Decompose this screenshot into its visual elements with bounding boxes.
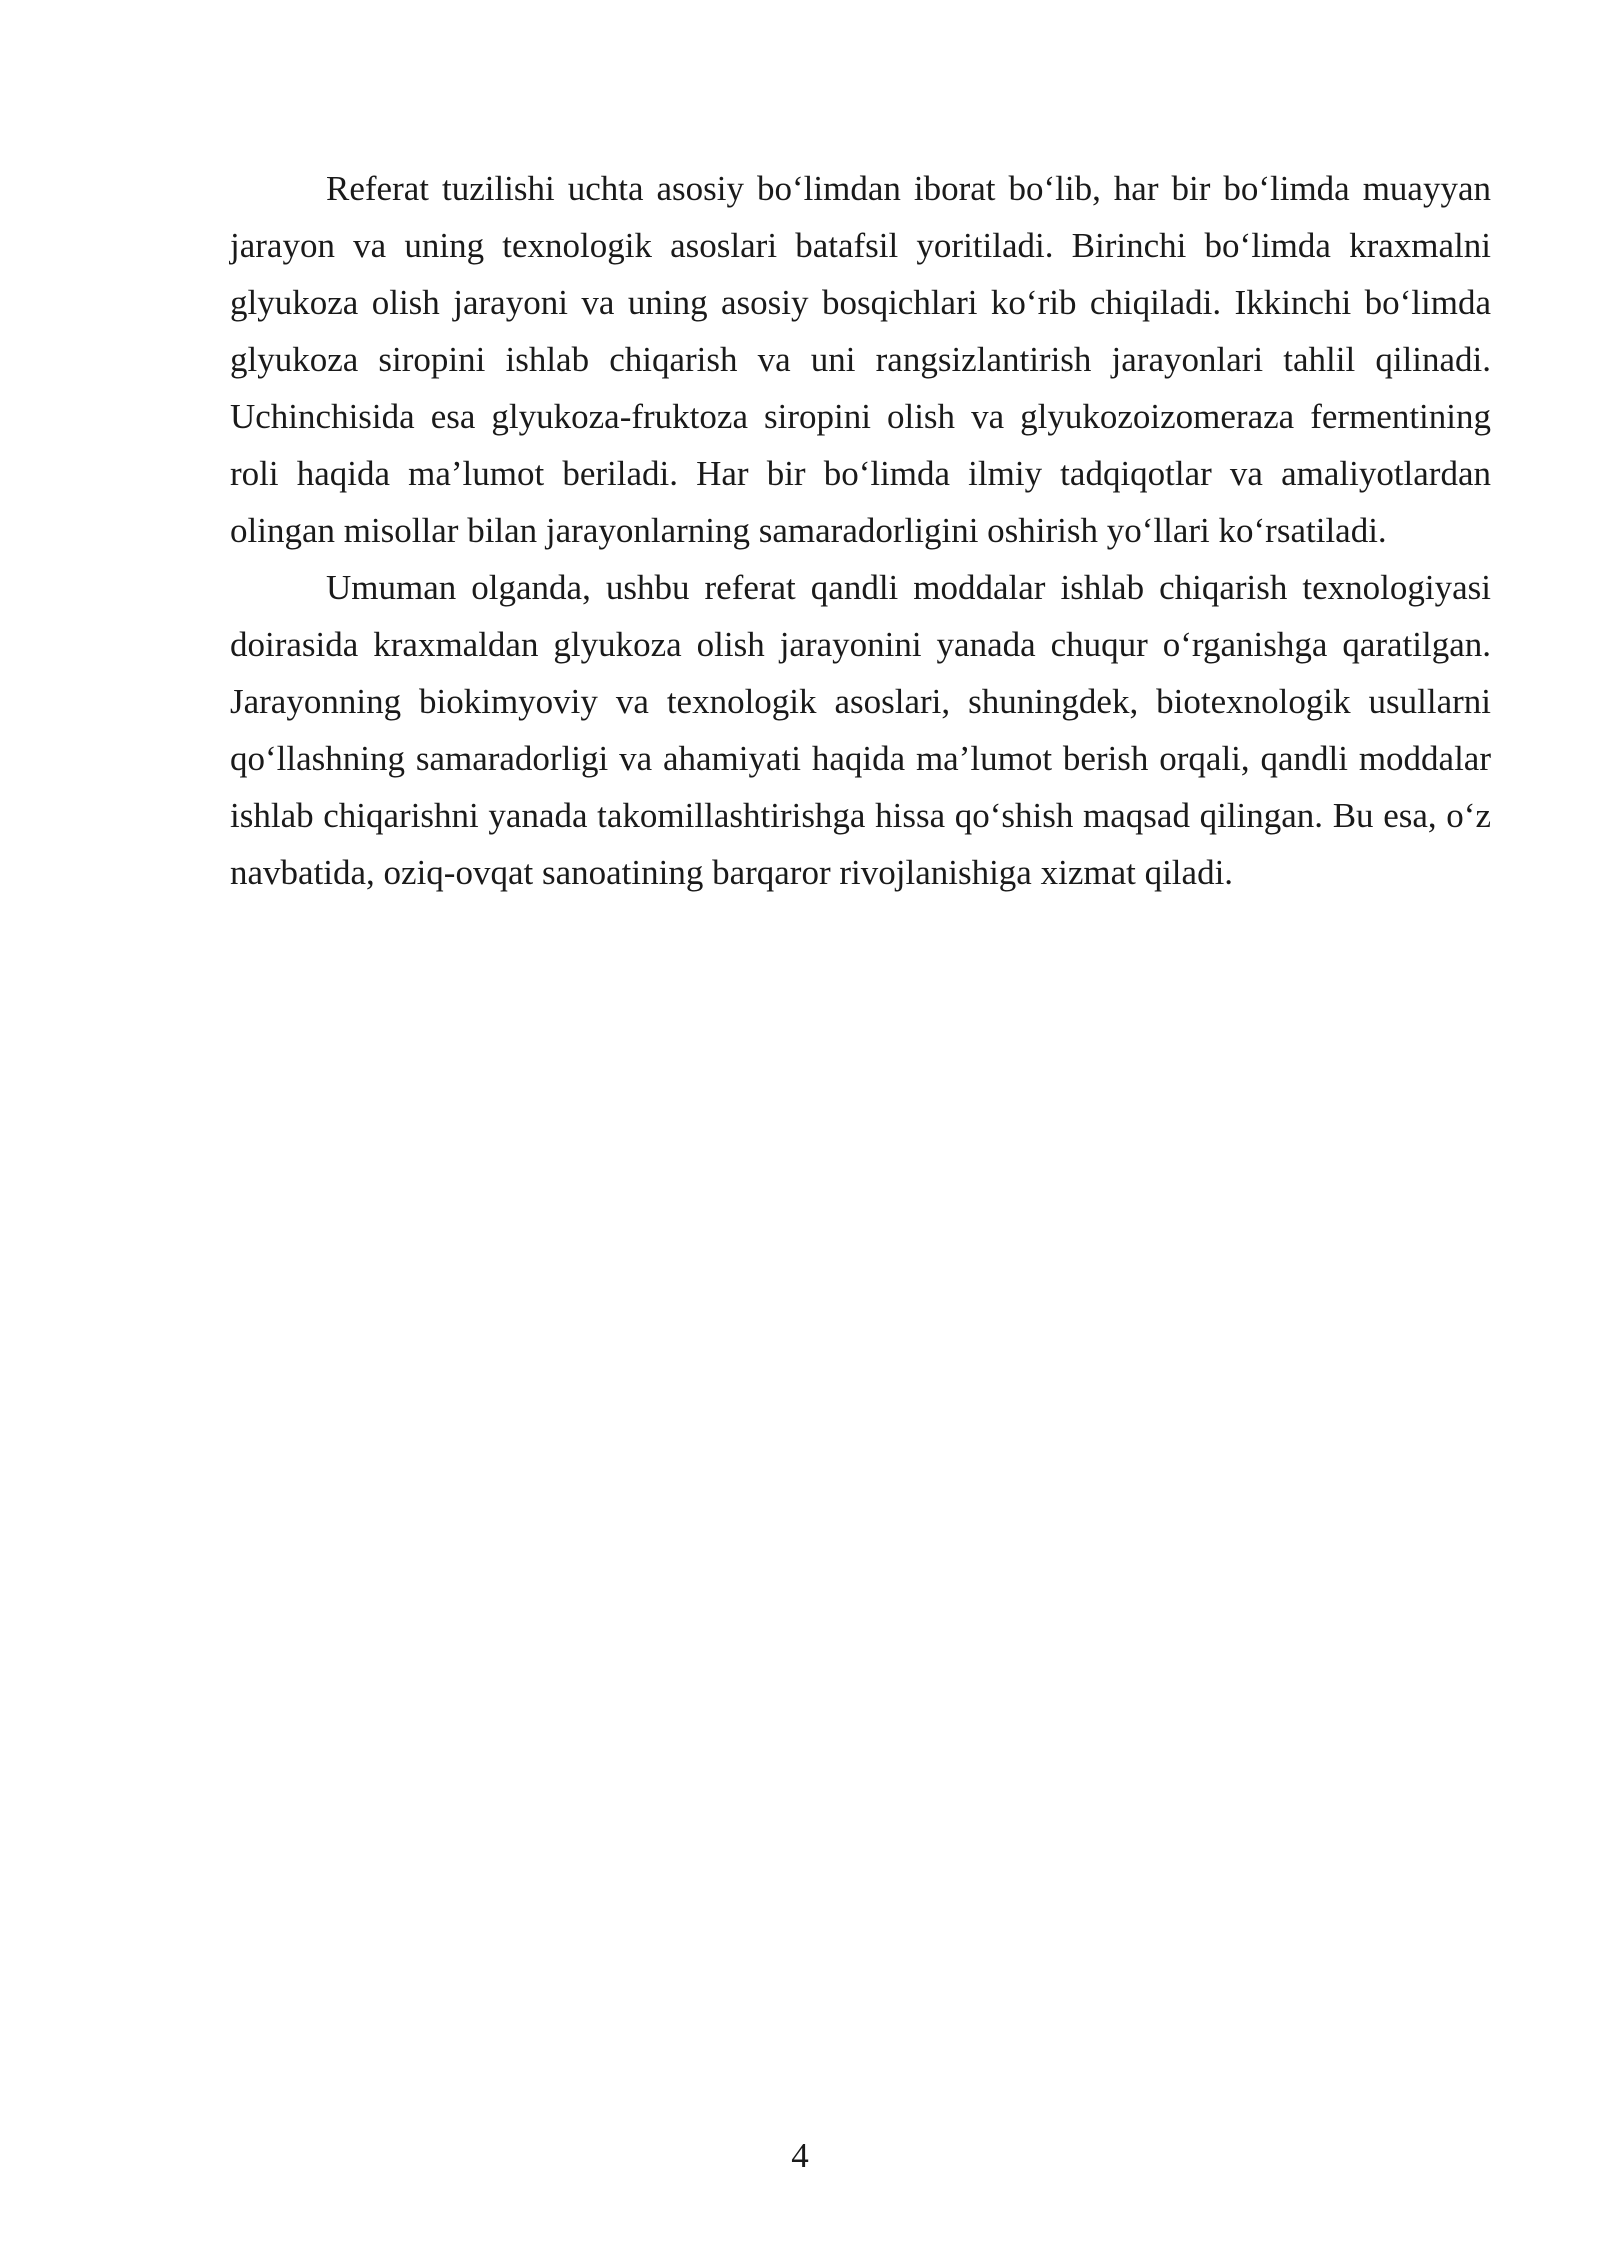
paragraph-structure: Referat tuzilishi uchta asosiy bo‘limdan iborat bo‘lib, har bir bo‘limda muayyan jarayon va uning texnologik asoslari batafsil yoritiladi. Birinchi bo‘limda kraxmalni glyukoza olish jarayoni va uning asosiy bosqichlari ko‘rib chiqiladi. Ikkinchi bo‘limda glyukoza siropini ishlab chiqarish va uni rangsizlantirish jarayonlari tahlil qilinadi. Uchinchisida esa glyukoza-fruktoza siropini olish va glyukozoizomeraza fermentining roli haqida ma’lumot beriladi. Har bir bo‘limda ilmiy tadqiqotlar va amaliyotlardan olingan misollar bilan jarayonlarning samaradorligini oshirish yo‘llari ko‘rsatiladi. [230,169,1491,550]
paragraph-summary: Umuman olganda, ushbu referat qandli moddalar ishlab chiqarish texnologiyasi doirasida kraxmaldan glyukoza olish jarayonini yanada chuqur o‘rganishga qaratilgan. Jarayonning biokimyoviy va texnologik asoslari, shuningdek, biotexnologik usullarni qo‘llashning samaradorligi va ahamiyati haqida ma’lumot berish orqali, qandli moddalar ishlab chiqarishni yanada takomillashtirishga hissa qo‘shish maqsad qilingan. Bu esa, o‘z navbatida, oziq-ovqat sanoatining barqaror rivojlanishiga xizmat qiladi. [230,568,1491,892]
body-text [230,160,1491,901]
page-number: 4 [791,2136,809,2175]
